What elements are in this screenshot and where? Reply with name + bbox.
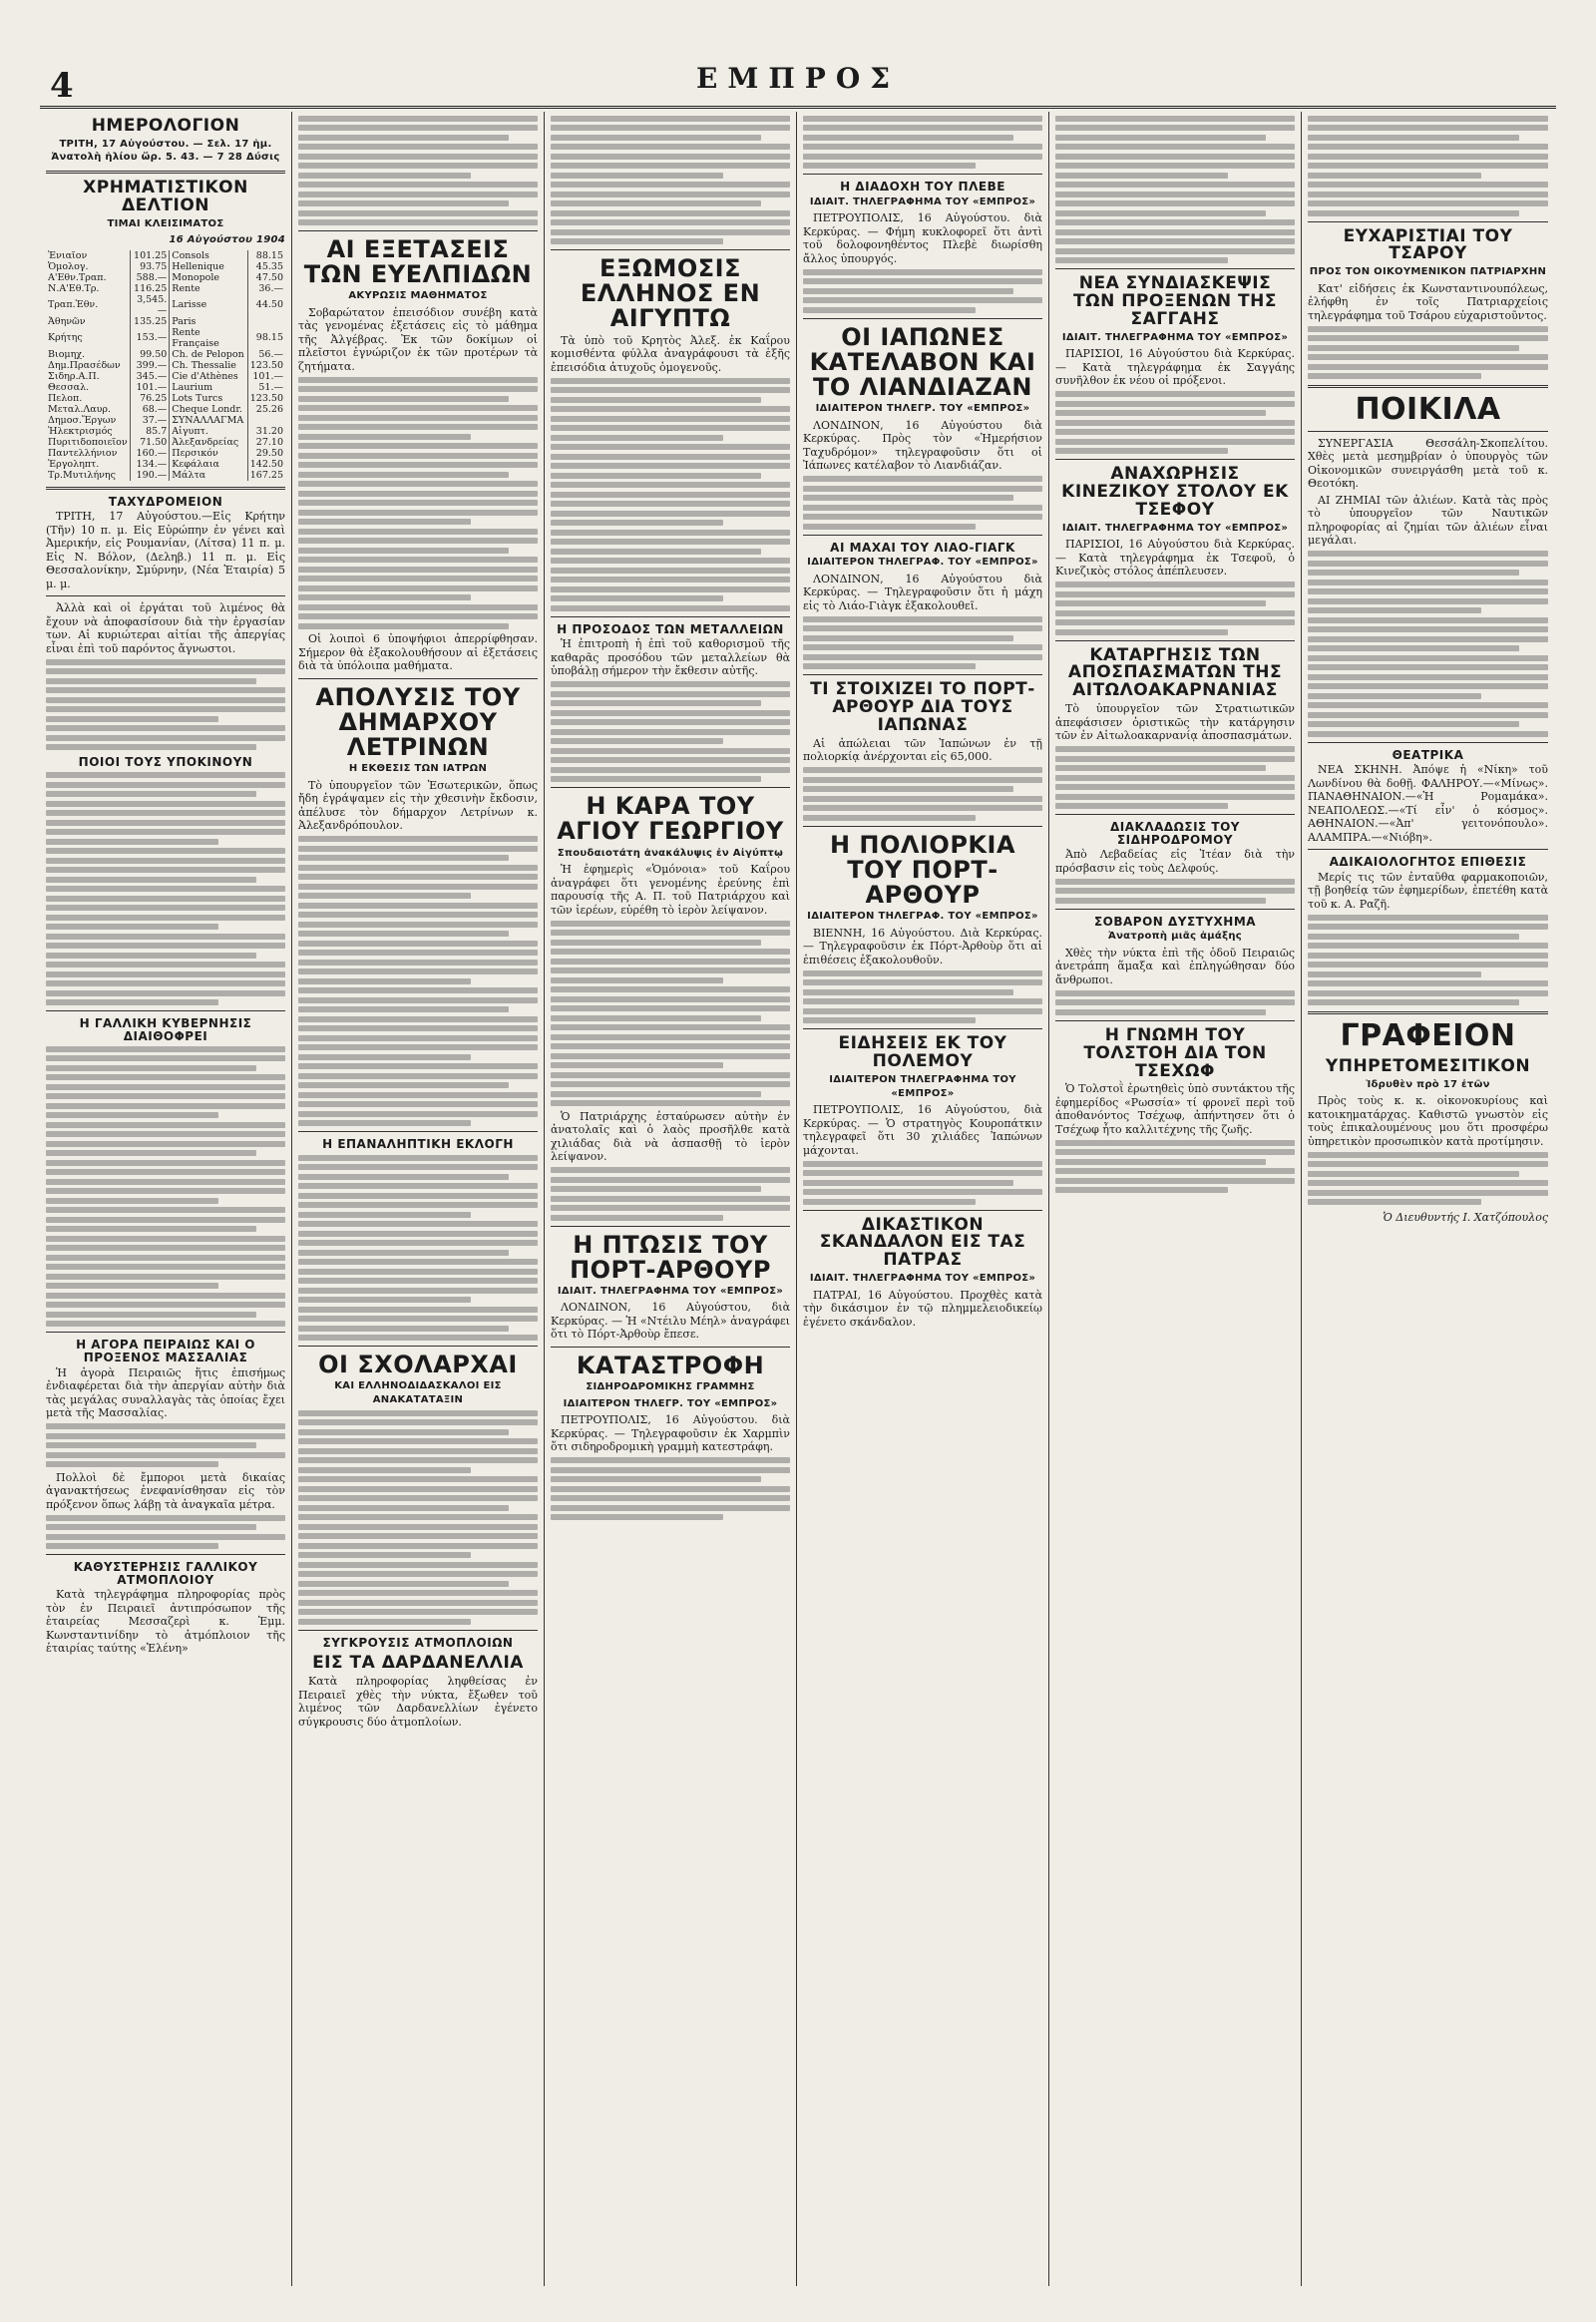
rates-row <box>46 349 285 360</box>
finance-title: ΧΡΗΜΑΤΙΣΤΙΚΟΝ ΔΕΛΤΙΟΝ <box>83 177 248 215</box>
rates-cell <box>247 316 285 327</box>
rates-row <box>46 382 285 393</box>
rates-cell: Rente <box>170 283 247 294</box>
market-title: Η ΑΓΟΡΑ ΠΕΙΡΑΙΩΣ ΚΑΙ Ο ΠΡΟΞΕΝΟΣ ΜΑΣΣΑΛΙΑΣ <box>76 1338 255 1364</box>
rates-cell: Ὁμολογ. <box>46 261 130 272</box>
rates-row <box>46 261 285 272</box>
patras-title: ΔΙΚΑΣΤΙΚΟΝ ΣΚΑΝΔΑΛΟΝ ΕΙΣ ΤΑΣ ΠΑΤΡΑΣ <box>819 1214 1026 1271</box>
rates-cell: 123.50 <box>249 359 283 371</box>
rates-cell: Παντελλήνιον <box>46 448 130 459</box>
office-text: Πρὸς τοὺς κ. κ. οἰκονοκυρίους καὶ κατοικηματάρχας. Καθιστῶ γνωστὸν εἰς τοὺς ἐπικαλουμένους μου ὅτι προσφέρω ὑπηρετικὸν προσωπικὸν κατὰ προτίμησιν. <box>1308 1094 1548 1148</box>
market-text-2: Πολλοὶ δὲ ἔμποροι μετὰ δικαίας ἀγανακτήσεως ἐνεφανίσθησαν εἰς τὸν πρόξενον ὅπως λάβῃ τὰ ἀναγκαῖα μέτρα. <box>46 1470 285 1511</box>
rates-cell: Rente Française <box>170 327 247 349</box>
shipping-text: Κατὰ τηλεγράφημα πληροφορίας πρὸς τὸν ἐν Πειραιεῖ ἀντιπρόσωπον τῆς ἑταιρείας Μεσσαζερὶ κ. Ἐμμ. Κωνσταντινίδην τὸ ἀτμόπλοιον τῆς ἑταιρίας ταύτης «Ἑλένη» <box>46 1588 285 1656</box>
text-lines <box>551 378 790 611</box>
text-lines <box>803 970 1042 1024</box>
calendar-title: ΗΜΕΡΟΛΟΓΙΟΝ <box>91 116 240 136</box>
office-title: ΓΡΑΦΕΙΟΝ <box>1340 1018 1516 1054</box>
rates-cell: 190.— <box>130 470 170 481</box>
rates-cell: Paris <box>170 316 247 327</box>
calendar-text: ΤΡΙΤΗ, 17 Αὐγούστου. — Σελ. 17 ἡμ. Ἀνατολὴ ἡλίου ὥρ. 5. 43. — 7 28 Δύσις <box>51 138 280 164</box>
rates-row <box>46 283 285 294</box>
rates-cell: Cheque Londr. <box>170 404 247 415</box>
rates-cell: Δημοσ.Ἔργων <box>46 415 130 426</box>
rates-cell: Larisse <box>170 294 247 316</box>
rates-cell: Laurium <box>170 382 247 393</box>
departure-title: ΑΝΑΧΩΡΗΣΙΣ ΚΙΝΕΖΙΚΟΥ ΣΤΟΛΟΥ ΕΚ ΤΣΕΦΟΥ <box>1061 464 1289 520</box>
text-lines <box>1055 1140 1295 1194</box>
rates-table <box>46 250 285 481</box>
rates-row <box>46 415 285 426</box>
text-lines <box>803 767 1042 821</box>
disaster-title: ΚΑΤΑΣΤΡΟΦΗ <box>576 1351 765 1379</box>
newspaper-columns <box>40 112 1556 2286</box>
masthead <box>40 62 1556 109</box>
war-news-subtitle: ΙΔΙΑΙΤΕΡΟΝ ΤΗΛΕΓΡΑΦΗΜΑ ΤΟΥ «ΕΜΠΡΟΣ» <box>829 1074 1016 1099</box>
text-lines <box>1055 581 1295 635</box>
rates-cell: Κρήτης <box>46 327 130 349</box>
rates-cell: Ἠλεκτρισμός <box>46 426 130 437</box>
office-note: Ἱδρυθὲν πρὸ 17 ἐτῶν <box>1366 1078 1490 1090</box>
cost-text: Αἱ ἀπώλειαι τῶν Ἰαπώνων ἐν τῇ πολιορκίᾳ ἀνέρχονται εἰς 65,000. <box>803 736 1042 764</box>
rates-row <box>46 459 285 470</box>
rates-cell: 93.75 <box>130 261 170 272</box>
rates-cell: Monopole <box>170 272 247 283</box>
prices-title: ΤΙΜΑΙ ΚΛΕΙΣΙΜΑΤΟΣ <box>107 217 224 229</box>
rates-cell: Μεταλ.Λαυρ. <box>46 404 130 415</box>
office-signature: Ὁ Διευθυντής Ι. Χατζόπουλος <box>1383 1211 1548 1225</box>
text-lines <box>803 1161 1042 1205</box>
text-lines <box>803 269 1042 313</box>
rates-cell <box>247 415 285 426</box>
page-number: 4 <box>50 66 74 106</box>
dismissal-subtitle: Η ΕΚΘΕΣΙΣ ΤΩΝ ΙΑΤΡΩΝ <box>348 763 488 775</box>
rates-row <box>46 294 285 316</box>
rates-cell: Ch. Thessalie <box>170 360 247 371</box>
japanese-title: ΟΙ ΙΑΠΩΝΕΣ ΚΑΤΕΛΑΒΟΝ ΚΑΙ ΤΟ ΛΙΑΝΔΙΑΖΑΝ <box>809 322 1036 401</box>
text-lines <box>298 1410 538 1625</box>
rates-cell: 3,545.— <box>130 294 170 316</box>
rates-cell: Α'Εθν.Τραπ. <box>46 272 130 283</box>
head-text-2: Ὁ Πατριάρχης ἐσταύρωσεν αὐτὴν ἐν ἀνατολαῖς καὶ ὁ λαὸς προσῆλθε κατὰ χιλιάδας διὰ νὰ ἀσπασθῇ τὸ ἱερὸν λείψανον. <box>551 1109 790 1164</box>
consuls-subtitle: ΙΔΙΑΙΤ. ΤΗΛΕΓΡΑΦΗΜΑ ΤΟΥ «ΕΜΠΡΟΣ» <box>1061 331 1289 343</box>
rates-cell: 37.— <box>130 415 170 426</box>
text-lines <box>551 921 790 1107</box>
departure-text: ΠΑΡΙΣΙΟΙ, 16 Αὐγούστου διὰ Κερκύρας. — Κατὰ τηλεγράφημα ἐκ Τσεφοῦ, ὁ Κινεζικὸς στόλος ἀπέπλευσεν. <box>1055 538 1295 579</box>
accident-text: Χθὲς τὴν νύκτα ἐπὶ τῆς ὁδοῦ Πειραιῶς ἀνετράπη ἅμαξα καὶ ἐπληγώθησαν δύο ἄνθρωποι. <box>1055 946 1295 986</box>
rates-cell: 160.— <box>130 448 170 459</box>
attack-text: Μερίς τις τῶν ἐνταῦθα φαρμακοποιῶν, τῇ βοηθείᾳ τῶν ἐφημερίδων, ἐπετέθη κατὰ τοῦ κ. Α. Ραζῆ. <box>1308 870 1548 911</box>
thanks-text: Κατ' εἰδήσεις ἐκ Κωνσταντινουπόλεως, ἐλήφθη ἐν τοῖς Πατριαρχείοις τηλεγράφημα τοῦ Τσάρου εὐχαριστοῦντος. <box>1308 281 1548 322</box>
fall-text: ΛΟΝΔΙΝΟΝ, 16 Αὐγούστου, διὰ Κερκύρας. — Ἡ «Ντέιλυ Μέηλ» ἀναγράφει ὅτι τὸ Πόρτ-Ἀρθοὺρ ἔπεσε. <box>551 1301 790 1342</box>
rates-cell: 25.26 <box>255 403 283 415</box>
siege-text: ΒΙΕΝΝΗ, 16 Αὐγούστου. Διὰ Κερκύρας. — Τηλεγραφοῦσιν ἐκ Πόρτ-Ἀρθοὺρ ὅτι αἱ ἐπιθέσεις ἐξακολουθοῦν. <box>803 926 1042 967</box>
mines-title: Η ΠΡΟΣΟΔΟΣ ΤΩΝ ΜΕΤΑΛΛΕΙΩΝ <box>557 621 784 636</box>
war-news-title: ΕΙΔΗΣΕΙΣ ΕΚ ΤΟΥ ΠΟΛΕΜΟΥ <box>838 1033 1007 1072</box>
accident-subtitle: Ἀνατροπὴ μιᾶς ἁμάξης <box>1108 931 1242 943</box>
rates-cell: Ἐνιαῖον <box>46 250 130 261</box>
text-lines <box>1055 746 1295 809</box>
rates-cell: 99.50 <box>130 349 170 360</box>
rates-cell: Lots Turcs <box>170 393 247 404</box>
column-4 <box>797 112 1049 2286</box>
rates-cell: Consols <box>170 250 247 261</box>
text-lines <box>1308 1152 1548 1206</box>
exodus-text: Τὰ ὑπὸ τοῦ Κρητὸς Ἀλεξ. ἐκ Καΐρου κομισθέντα φύλλα ἀναγράφουσι τὰ ἑξῆς ἐπεισόδια ἀτυχοῦς ὁμογενοῦς. <box>551 333 790 374</box>
office-subtitle: ΥΠΗΡΕΤΟΜΕΣΙΤΙΚΟΝ <box>1325 1055 1531 1076</box>
rates-cell: Πελοπ. <box>46 393 130 404</box>
rates-cell: 27.10 <box>255 436 283 448</box>
text-lines <box>46 659 285 751</box>
rates-cell: 31.20 <box>255 425 283 437</box>
rates-cell: Ἀλεξανδρείας <box>170 437 247 448</box>
collision-subtitle: ΕΙΣ ΤΑ ΔΑΡΔΑΝΕΛΛΙΑ <box>312 1653 524 1674</box>
consuls-text: ΠΑΡΙΣΙΟΙ, 16 Αὐγούστου διὰ Κερκύρας. — Κατὰ τηλεγράφημα ἐκ Σαγγάης συνῆλθον ἐκ νέου οἱ πρόξενοι. <box>1055 347 1295 388</box>
abolition-text: Τὸ ὑπουργεῖον τῶν Στρατιωτικῶν ἀπεφάσισεν ὁριστικῶς τὴν κατάργησιν τῶν ἐν Αἰτωλοακαρνανίᾳ ἀποσπασμάτων. <box>1055 702 1295 743</box>
rates-cell: Πυριτιδοποιεῖον <box>46 437 130 448</box>
text-lines <box>298 377 538 629</box>
reelection-title: Η ΕΠΑΝΑΛΗΠΤΙΚΗ ΕΚΛΟΓΗ <box>322 1137 514 1152</box>
rates-row <box>46 470 285 481</box>
text-lines <box>551 1167 790 1221</box>
head-subtitle: Σπουδαιοτάτη ἀνακάλυψις ἐν Αἰγύπτῳ <box>557 847 784 859</box>
column-5 <box>1049 112 1302 2286</box>
rates-cell: ΣΥΝΑΛΛΑΓΜΑ <box>170 415 247 426</box>
misc-text-2: ΑΙ ΖΗΜΙΑΙ τῶν ἀλιέων. Κατὰ τὰς πρὸς τὸ ὑπουργεῖον τῶν Ναυτικῶν πληροφορίας αἱ ζημίαι τῶν ἀλιέων εἶναι μεγάλαι. <box>1308 493 1548 548</box>
rates-row <box>46 250 285 261</box>
dismissal-text: Τὸ ὑπουργεῖον τῶν Ἐσωτερικῶν, ὅπως ἤδη ἐγράψαμεν εἰς τὴν χθεσινὴν ἔκδοσιν, ἀπέλυσε τὸν δήμαρχον Λετρίνων κ. Ἀλεξανδρόπουλον. <box>298 778 538 833</box>
rates-row <box>46 393 285 404</box>
text-lines <box>803 476 1042 530</box>
rates-cell: 36.— <box>258 282 283 294</box>
rates-cell: 47.50 <box>255 271 283 283</box>
consuls-title: ΝΕΑ ΣΥΝΔΙΑΣΚΕΨΙΣ ΤΩΝ ΠΡΟΞΕΝΩΝ ΤΗΣ ΣΑΓΓΑΗΣ <box>1073 273 1277 329</box>
head-title: Η ΚΑΡΑ ΤΟΥ ΑΓΙΟΥ ΓΕΩΡΓΙΟΥ <box>557 792 784 846</box>
rates-cell: 123.50 <box>249 392 283 404</box>
patras-text: ΠΑΤΡΑΙ, 16 Αὐγούστου. Προχθὲς κατὰ τὴν δικάσιμον ἐν τῷ πλημμελειοδικείῳ ἐγένετο σκάνδαλον. <box>803 1288 1042 1329</box>
text-lines <box>46 1423 285 1467</box>
rates-row <box>46 448 285 459</box>
mines-text: Ἡ ἐπιτροπὴ ἡ ἐπὶ τοῦ καθορισμοῦ τῆς καθαρᾶς προσόδου τῶν μεταλλείων θὰ ὑποβάλῃ σήμερον τὴν ἔκθεσιν αὐτῆς. <box>551 637 790 678</box>
disaster-subtitle: ΣΙΔΗΡΟΔΡΟΜΙΚΗΣ ΓΡΑΜΜΗΣ <box>586 1381 755 1393</box>
text-lines <box>1308 551 1548 737</box>
column-1 <box>40 112 292 2286</box>
japanese-subtitle: ΙΔΙΑΙΤΕΡΟΝ ΤΗΛΕΓΡ. ΤΟΥ «ΕΜΠΡΟΣ» <box>815 403 1030 415</box>
exams-title: ΑΙ ΕΞΕΤΑΣΕΙΣ ΤΩΝ ΕΥΕΛΠΙΔΩΝ <box>303 235 533 289</box>
post-title: ΤΑΧΥΔΡΟΜΕΙΟΝ <box>108 494 223 509</box>
rates-cell: 56.— <box>258 348 283 360</box>
rates-cell: Σιδηρ.Α.Π. <box>46 371 130 382</box>
rates-cell: Cie d'Athènes <box>170 371 247 382</box>
rates-cell: 98.15 <box>255 332 283 344</box>
rates-cell: 45.35 <box>255 260 283 272</box>
text-lines <box>298 836 538 1126</box>
rates-cell: 101.— <box>252 370 283 382</box>
patras-subtitle: ΙΔΙΑΙΤ. ΤΗΛΕΓΡΑΦΗΜΑ ΤΟΥ «ΕΜΠΡΟΣ» <box>809 1273 1036 1285</box>
text-lines <box>1308 326 1548 380</box>
cost-title: ΤΙ ΣΤΟΙΧΙΖΕΙ ΤΟ ΠΟΡΤ-ΑΡΘΟΥΡ ΔΙΑ ΤΟΥΣ ΙΑΠΩΝΑΣ <box>810 679 1035 735</box>
rates-cell: Κεφάλαια <box>170 459 247 470</box>
schools-title: ΟΙ ΣΧΟΛΑΡΧΑΙ <box>318 1351 518 1379</box>
exodus-title: ΕΞΩΜΟΣΙΣ ΕΛΛΗΝΟΣ ΕΝ ΑΙΓΥΠΤΩ <box>580 254 761 333</box>
rates-row <box>46 426 285 437</box>
rates-row <box>46 437 285 448</box>
text-lines <box>551 1457 790 1520</box>
plehve-text: ΠΕΤΡΟΥΠΟΛΙΣ, 16 Αὐγούστου. διὰ Κερκύρας. — Φήμη κυκλοφορεῖ ὅτι ἀντὶ τοῦ δολοφονηθέντος Πλεβὲ διωρίσθη ἄλλος ὑπουργός. <box>803 211 1042 265</box>
rates-cell: 101.25 <box>130 250 170 261</box>
rates-cell: 134.— <box>130 459 170 470</box>
rates-cell: 142.50 <box>249 458 283 470</box>
rates-cell: Μάλτα <box>170 470 247 481</box>
japanese-text: ΛΟΝΔΙΝΟΝ, 16 Αὐγούστου διὰ Κερκύρας. Πρὸς τὸν «Ἡμερήσιον Ταχυδρόμον» τηλεγραφοῦσιν ὅτι οἱ Ἰάπωνες κατέλαβον τὸ Λιανδιάζαν. <box>803 418 1042 473</box>
column-6 <box>1302 112 1554 2286</box>
thanks-title: ΕΥΧΑΡΙΣΤΙΑΙ ΤΟΥ ΤΣΑΡΟΥ <box>1343 225 1513 264</box>
tolstoy-text: Ὁ Τολστοῒ ἐρωτηθεὶς ὑπὸ συντάκτου τῆς ἐφημερίδος «Ρωσσία» τί φρονεῖ περὶ τοῦ ἀποθανόντος Τσέχωφ, ἀπήντησεν ὅτι ὁ Τσέχωφ ἦτο καλλιτέχνης τῆς ζωῆς. <box>1055 1082 1295 1136</box>
rates-cell: 71.50 <box>130 437 170 448</box>
rates-cell: 44.50 <box>255 299 283 311</box>
rates-cell: Ἐργοληπτ. <box>46 459 130 470</box>
rates-cell: Ἀθηνῶν <box>46 316 130 327</box>
rates-cell: Βιομηχ. <box>46 349 130 360</box>
text-lines <box>46 1515 285 1550</box>
plehve-subtitle: ΙΔΙΑΙΤ. ΤΗΛΕΓΡΑΦΗΜΑ ΤΟΥ «ΕΜΠΡΟΣ» <box>809 195 1036 207</box>
plehve-title: Η ΔΙΑΔΟΧΗ ΤΟΥ ΠΛΕΒΕ <box>840 180 1005 194</box>
rates-cell: Hellenique <box>170 261 247 272</box>
rates-cell: 116.25 <box>130 283 170 294</box>
text-lines <box>298 116 538 226</box>
exams-subtitle: ΑΚΥΡΩΣΙΣ ΜΑΘΗΜΑΤΟΣ <box>348 290 488 302</box>
text-lines <box>803 616 1042 670</box>
rates-cell: 588.— <box>130 272 170 283</box>
rates-row <box>46 371 285 382</box>
railway-text: Ἀπὸ Λεβαδείας εἰς Ἰτέαν διὰ τὴν πρόσβασιν εἰς τοὺς Δελφούς. <box>1055 848 1295 875</box>
shipping-title: ΚΑΘΥΣΤΕΡΗΣΙΣ ΓΑΛΛΙΚΟΥ ΑΤΜΟΠΛΟΙΟΥ <box>73 1560 258 1587</box>
rates-cell: 51.— <box>258 381 283 393</box>
text-lines <box>46 1046 285 1328</box>
article-text: Ἀλλὰ καὶ οἱ ἐργάται τοῦ λιμένος θὰ ἔχουν νὰ ἀποφασίσουν διὰ τὴν ἐργασίαν των. Αἱ κυριώτεραι αἰτίαι τῆς ἀπεργίας εἶναι ἐπὶ τοῦ παρόντος ἄγνωστοι. <box>46 601 285 655</box>
liaoyang-title: ΑΙ ΜΑΧΑΙ ΤΟΥ ΛΙΑΟ-ΓΙΑΓΚ <box>830 540 1015 555</box>
theatre-title: ΘΕΑΤΡΙΚΑ <box>1392 747 1464 762</box>
rates-cell: 68.— <box>130 404 170 415</box>
prices-date: 16 Αὐγούστου 1904 <box>169 234 285 246</box>
column-3 <box>545 112 797 2286</box>
disaster-subtitle-2: ΙΔΙΑΙΤΕΡΟΝ ΤΗΛΕΓΡ. ΤΟΥ «ΕΜΠΡΟΣ» <box>563 1397 778 1409</box>
liaoyang-text: ΛΟΝΔΙΝΟΝ, 16 Αὐγούστου διὰ Κερκύρας. — Τηλεγραφοῦσιν ὅτι ἡ μάχη εἰς τὸ Λιάο-Γιὰγκ ἐξακολουθεῖ. <box>803 572 1042 612</box>
rates-cell: Δημ.Πρασέδων <box>46 360 130 371</box>
fall-subtitle: ΙΔΙΑΙΤ. ΤΗΛΕΓΡΑΦΗΜΑ ΤΟΥ «ΕΜΠΡΟΣ» <box>557 1285 784 1297</box>
rates-cell: 399.— <box>130 360 170 371</box>
rates-row <box>46 360 285 371</box>
newspaper-title: ΕΜΠΡΟΣ <box>695 62 901 95</box>
text-lines <box>803 116 1042 170</box>
rates-cell: 167.25 <box>249 469 283 481</box>
column-2 <box>292 112 545 2286</box>
siege-subtitle: ΙΔΙΑΙΤΕΡΟΝ ΤΗΛΕΓΡΑΦ. ΤΟΥ «ΕΜΠΡΟΣ» <box>807 911 1038 923</box>
dismissal-title: ΑΠΟΛΥΣΙΣ ΤΟΥ ΔΗΜΑΡΧΟΥ ΛΕΤΡΙΝΩΝ <box>315 682 521 762</box>
war-news-text: ΠΕΤΡΟΥΠΟΛΙΣ, 16 Αὐγούστου, διὰ Κερκύρας. — Ὁ στρατηγὸς Κουροπάτκιν τηλεγραφεῖ ὅτι 30 χιλιάδες Ἰαπώνων μάχονται. <box>803 1103 1042 1157</box>
rates-row <box>46 272 285 283</box>
text-lines <box>1055 879 1295 904</box>
rates-cell: 85.7 <box>130 426 170 437</box>
rates-cell: 76.25 <box>130 393 170 404</box>
text-lines <box>298 1155 538 1342</box>
attack-title: ΑΔΙΚΑΙΟΛΟΓΗΤΟΣ ΕΠΙΘΕΣΙΣ <box>1329 855 1527 870</box>
text-lines <box>46 772 285 1005</box>
rates-cell: Θεσσαλ. <box>46 382 130 393</box>
suspects-title: ΠΟΙΟΙ ΤΟΥΣ ΥΠΟΚΙΝΟΥΝ <box>78 755 253 770</box>
departure-subtitle: ΙΔΙΑΙΤ. ΤΗΛΕΓΡΑΦΗΜΑ ΤΟΥ «ΕΜΠΡΟΣ» <box>1061 522 1289 534</box>
rates-cell: Περσικόν <box>170 448 247 459</box>
text-lines <box>551 116 790 245</box>
government-title: Η ΓΑΛΛΙΚΗ ΚΥΒΕΡΝΗΣΙΣ ΔΙΑΙΘΟΦΡΕΙ <box>79 1016 252 1043</box>
post-text: ΤΡΙΤΗ, 17 Αὐγούστου.—Εἰς Κρήτην (Τῆν) 10 π. μ. Εἰς Εὐρώπην ἐν γένει καὶ Ἀμερικήν, εἰς Ρουμανίαν, (Λίτσα) 11 π. μ. Εἰς Ν. Βόλον, (Δεληβ.) 11 π. μ. Εἰς Θεσσαλονίκην, Σμύρνην, (Νέα Ἑταιρία) 5 μ. μ. <box>46 510 285 590</box>
misc-text: ΣΥΝΕΡΓΑΣΙΑ Θεσσάλη-Σκοπελίτου. Χθὲς μετὰ μεσημβρίαν ὁ ὑπουργὸς τῶν Οἰκονομικῶν συνειργάσθη μετὰ τοῦ κ. Θεοτόκη. <box>1308 436 1548 491</box>
collision-text: Κατὰ πληροφορίας ληφθείσας ἐν Πειραιεῖ χθὲς τὴν νύκτα, ἔξωθεν τοῦ λιμένος τῶν Δαρδανελλίων ἐγένετο σύγκρουσις δύο ἀτμοπλοίων. <box>298 1675 538 1729</box>
rates-row <box>46 327 285 349</box>
misc-title: ΠΟΙΚΙΛΑ <box>1355 392 1501 428</box>
abolition-title: ΚΑΤΑΡΓΗΣΙΣ ΤΩΝ ΑΠΟΣΠΑΣΜΑΤΩΝ ΤΗΣ ΑΙΤΩΛΟΑΚΑΡΝΑΝΙΑΣ <box>1067 644 1283 701</box>
text-lines <box>1055 990 1295 1015</box>
exams-text-2: Οἱ λοιποὶ 6 ὑποψήφιοι ἀπερρίφθησαν. Σήμερον θὰ ἐξακολουθήσουν αἱ ἐξετάσεις διὰ τὰ ὑπόλοιπα μαθήματα. <box>298 632 538 673</box>
text-lines <box>1055 116 1295 264</box>
rates-row <box>46 404 285 415</box>
siege-title: Η ΠΟΛΙΟΡΚΙΑ ΤΟΥ ΠΟΡΤ-ΑΡΘΟΥΡ <box>829 830 1016 910</box>
text-lines <box>1308 915 1548 1006</box>
text-lines <box>551 681 790 782</box>
accident-title: ΣΟΒΑΡΟΝ ΔΥΣΤΥΧΗΜΑ <box>1093 914 1257 929</box>
tolstoy-title: Η ΓΝΩΜΗ ΤΟΥ ΤΟΛΣΤΟΗ ΔΙΑ ΤΟΝ ΤΣΕΧΩΦ <box>1083 1024 1267 1081</box>
rates-cell: 29.50 <box>255 447 283 459</box>
fall-title: Η ΠΤΩΣΙΣ ΤΟΥ ΠΟΡΤ-ΑΡΘΟΥΡ <box>570 1230 771 1284</box>
rates-cell: Τρ.Μυτιλήνης <box>46 470 130 481</box>
rates-cell: Ch. de Pelopon <box>170 349 247 360</box>
rates-cell: Ν.Α'Εθ.Τρ. <box>46 283 130 294</box>
rates-row <box>46 316 285 327</box>
rates-cell: 88.15 <box>255 249 283 261</box>
rates-cell: 101.— <box>130 382 170 393</box>
rates-cell: Αἰγυπτ. <box>170 426 247 437</box>
rates-cell: 153.— <box>130 327 170 349</box>
disaster-text: ΠΕΤΡΟΥΠΟΛΙΣ, 16 Αὐγούστου. διὰ Κερκύρας. — Τηλεγραφοῦσιν ἐκ Χαρμπὶν ὅτι σιδηροδρομικὴ γραμμὴ κατεστράφη. <box>551 1413 790 1454</box>
rates-cell: Τραπ.Ἐθν. <box>46 294 130 316</box>
rates-cell: 345.— <box>130 371 170 382</box>
schools-subtitle: ΚΑΙ ΕΛΛΗΝΟΔΙΔΑΣΚΑΛΟΙ ΕΙΣ ΑΝΑΚΑΤΑΤΑΞΙΝ <box>334 1380 502 1405</box>
liaoyang-subtitle: ΙΔΙΑΙΤΕΡΟΝ ΤΗΛΕΓΡΑΦ. ΤΟΥ «ΕΜΠΡΟΣ» <box>807 557 1038 569</box>
collision-title: ΣΥΓΚΡΟΥΣΙΣ ΑΤΜΟΠΛΟΙΩΝ <box>322 1635 514 1650</box>
exams-text: Σοβαρώτατον ἐπεισόδιον συνέβη κατὰ τὰς γενομένας ἐξετάσεις εἰς τὸ μάθημα τῆς Ἀλγέβρας. Ἐκ τῶν δοκίμων οἱ πλεῖστοι ἐγνώριζον ἐκ τῶν προτέρων τὰ ζητήματα. <box>298 305 538 373</box>
text-lines <box>1308 116 1548 216</box>
rates-cell: 135.25 <box>130 316 170 327</box>
theatre-text: ΝΕΑ ΣΚΗΝΗ. Ἀπόψε ἡ «Νίκη» τοῦ Λωνδίνου θὰ δοθῇ. ΦΑΛΗΡΟΥ.—«Μίνως». ΠΑΝΑΘΗΝΑΙΟΝ.—«Ἡ Ρομαμάκα». ΝΕΑΠΟΛΕΩΣ.—«Τί εἶν' ὁ κόσμος». ΑΘΗΝΑΙΟΝ.—«Ἀπ' γειτονόπουλο». ΑΛΑΜΠΡΑ.—«Νιόβη». <box>1308 763 1548 844</box>
head-text: Ἡ ἐφημερὶς «Ὁμόνοια» τοῦ Καΐρου ἀναγράφει ὅτι γενομένης ἐρεύνης ἐπὶ παρουσίᾳ τῆς Α. Π. τοῦ Πατριάρχου καὶ τῶν ἱερέων, εὑρέθη τὸ ἱερὸν λείψανον. <box>551 863 790 917</box>
market-text: Ἡ ἀγορὰ Πειραιῶς ἥτις ἐπισήμως ἐνδιαφέρεται διὰ τὴν ἀπεργίαν αὐτὴν διὰ τὰς μεγάλας συναλλαγὰς τὰς ὁποίας ἔχει μετὰ τῆς Μασσαλίας. <box>46 1365 285 1420</box>
thanks-subtitle: ΠΡΟΣ ΤΟΝ ΟΙΚΟΥΜΕΝΙΚΟΝ ΠΑΤΡΙΑΡΧΗΝ <box>1309 266 1547 278</box>
railway-title: ΔΙΑΚΛΑΔΩΣΙΣ ΤΟΥ ΣΙΔΗΡΟΔΡΟΜΟΥ <box>1109 820 1240 847</box>
text-lines <box>1055 391 1295 454</box>
